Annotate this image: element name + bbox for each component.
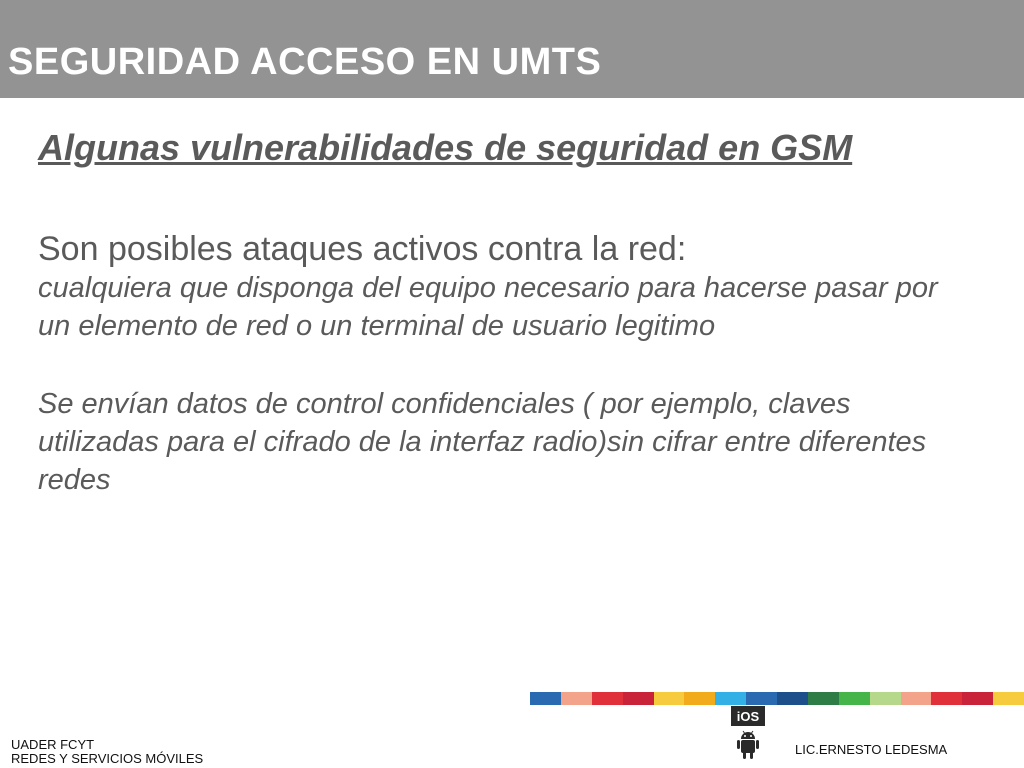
stripe-segment xyxy=(715,692,746,705)
stripe-segment xyxy=(839,692,870,705)
ios-icon xyxy=(731,706,765,726)
stripe-segment xyxy=(530,692,561,705)
decorative-color-stripe xyxy=(530,692,1024,705)
stripe-segment xyxy=(808,692,839,705)
footer-course: REDES Y SERVICIOS MÓVILES xyxy=(11,751,204,766)
footer-university: UADER FCYT xyxy=(11,737,95,752)
footer-institution xyxy=(11,738,203,766)
ios-label: iOS xyxy=(736,709,760,724)
header-bar xyxy=(0,0,1024,98)
slide-title: SEGURIDAD ACCESO EN UMTS xyxy=(8,41,602,83)
lead-text: Son posibles ataques activos contra la red: xyxy=(38,230,687,268)
section-subtitle: Algunas vulnerabilidades de seguridad en GSM xyxy=(38,127,853,168)
stripe-segment xyxy=(931,692,962,705)
stripe-segment xyxy=(623,692,654,705)
stripe-segment xyxy=(870,692,901,705)
ios-android-logo xyxy=(731,706,765,764)
stripe-segment xyxy=(746,692,777,705)
stripe-segment xyxy=(777,692,808,705)
stripe-segment xyxy=(962,692,993,705)
footer-author: LIC.ERNESTO LEDESMA xyxy=(795,742,948,757)
android-icon xyxy=(731,728,765,764)
stripe-segment xyxy=(901,692,932,705)
stripe-segment xyxy=(684,692,715,705)
stripe-segment xyxy=(993,692,1024,705)
stripe-segment xyxy=(654,692,685,705)
paragraph-active-attacks: cualquiera que disponga del equipo necesario para hacerse pasar por un elemento de red o un terminal de usuario legitimo xyxy=(38,272,938,342)
stripe-segment xyxy=(561,692,592,705)
paragraph-unencrypted-data: Se envían datos de control confidenciales ( por ejemplo, claves utilizadas para el cifrado de la interfaz radio)sin cifrar entre diferentes redes xyxy=(38,388,927,496)
stripe-segment xyxy=(592,692,623,705)
slide-content xyxy=(38,126,968,499)
